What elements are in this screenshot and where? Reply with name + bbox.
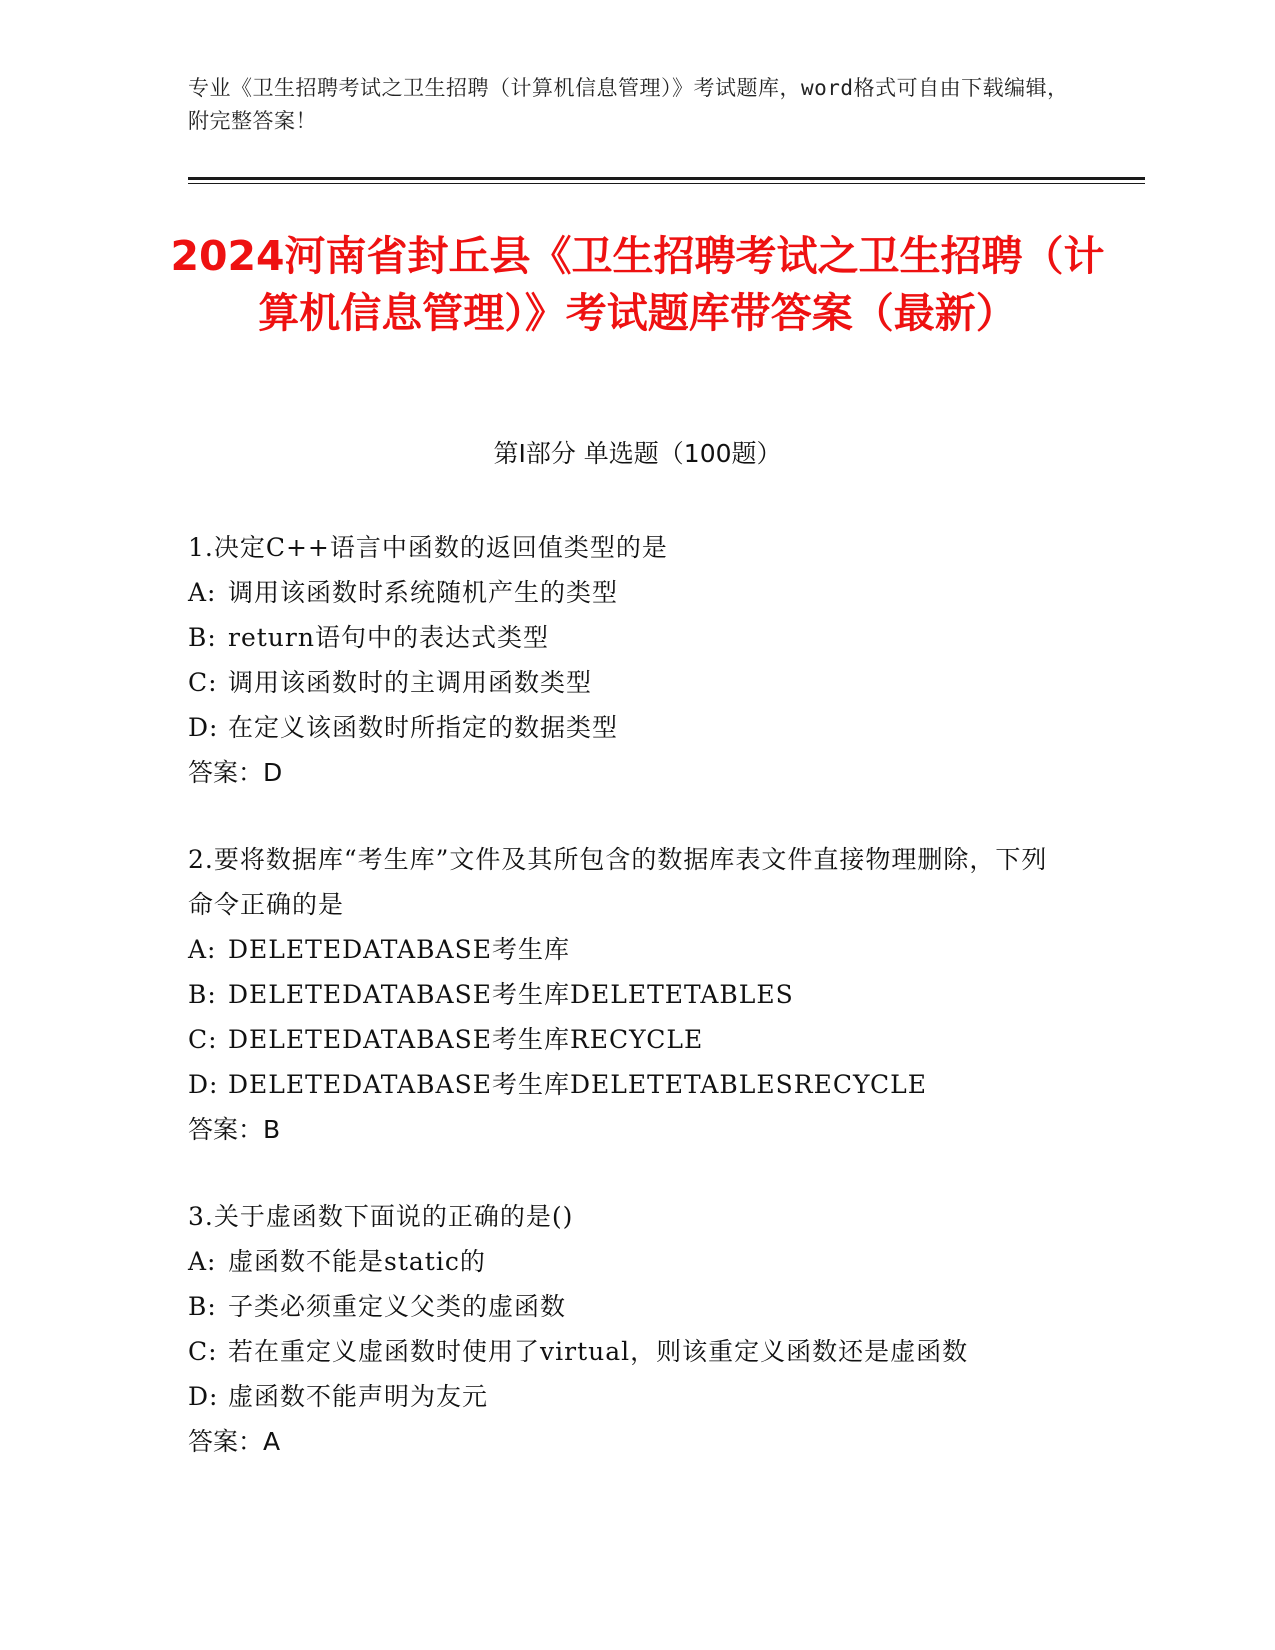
option-label: B: bbox=[188, 623, 217, 652]
option-text: 调用该函数时的主调用函数类型 bbox=[228, 668, 593, 697]
option-b bbox=[188, 615, 1088, 660]
section-heading: 第I部分 单选题（100题） bbox=[493, 439, 782, 468]
option-text: 虚函数不能是static的 bbox=[228, 1247, 486, 1276]
option-c bbox=[188, 660, 1088, 705]
option-b bbox=[188, 972, 1088, 1017]
header-rule-thin bbox=[188, 183, 1145, 184]
option-label: D: bbox=[188, 1382, 219, 1411]
option-text: 虚函数不能声明为友元 bbox=[228, 1382, 489, 1411]
option-label: C: bbox=[188, 1337, 218, 1366]
header-rule-thick bbox=[188, 177, 1145, 180]
option-d bbox=[188, 705, 1088, 750]
option-text: DELETEDATABASE考生库RECYCLE bbox=[228, 1025, 704, 1054]
option-label: A: bbox=[188, 935, 217, 964]
option-text: 子类必须重定义父类的虚函数 bbox=[228, 1292, 567, 1321]
option-a bbox=[188, 927, 1088, 972]
option-text: return语句中的表达式类型 bbox=[228, 623, 549, 652]
option-label: D: bbox=[188, 1070, 219, 1099]
question-3 bbox=[188, 1194, 1088, 1464]
option-label: D: bbox=[188, 713, 219, 742]
question-stem: 3.关于虚函数下面说的正确的是() bbox=[188, 1202, 574, 1231]
option-a bbox=[188, 570, 1088, 615]
option-d bbox=[188, 1062, 1088, 1107]
option-a bbox=[188, 1239, 1088, 1284]
option-label: C: bbox=[188, 668, 218, 697]
option-text: DELETEDATABASE考生库DELETETABLESRECYCLE bbox=[228, 1070, 927, 1099]
answer-line: 答案：B bbox=[188, 1115, 281, 1144]
option-c bbox=[188, 1017, 1088, 1062]
document-title: 2024河南省封丘县《卫生招聘考试之卫生招聘（计算机信息管理）》考试题库带答案（最新） bbox=[170, 232, 1105, 337]
option-c bbox=[188, 1329, 1088, 1374]
option-d bbox=[188, 1374, 1088, 1419]
question-list bbox=[188, 525, 1088, 1506]
option-text: 若在重定义虚函数时使用了virtual，则该重定义函数还是虚函数 bbox=[228, 1337, 969, 1366]
option-label: B: bbox=[188, 1292, 217, 1321]
question-stem: 1.决定C++语言中函数的返回值类型的是 bbox=[188, 533, 668, 562]
question-stem: 2.要将数据库“考生库”文件及其所包含的数据库表文件直接物理删除，下列命令正确的是 bbox=[188, 845, 1048, 919]
option-label: B: bbox=[188, 980, 217, 1009]
option-b bbox=[188, 1284, 1088, 1329]
header-note: 专业《卫生招聘考试之卫生招聘（计算机信息管理）》考试题库，word格式可自由下载编辑，附完整答案！ bbox=[188, 76, 1069, 133]
answer-line: 答案：D bbox=[188, 758, 283, 787]
option-label: C: bbox=[188, 1025, 218, 1054]
answer-line: 答案：A bbox=[188, 1427, 281, 1456]
option-text: 在定义该函数时所指定的数据类型 bbox=[228, 713, 619, 742]
option-label: A: bbox=[188, 578, 217, 607]
option-text: DELETEDATABASE考生库DELETETABLES bbox=[228, 980, 794, 1009]
question-2 bbox=[188, 837, 1088, 1152]
option-text: DELETEDATABASE考生库 bbox=[228, 935, 570, 964]
option-label: A: bbox=[188, 1247, 217, 1276]
question-1 bbox=[188, 525, 1088, 795]
option-text: 调用该函数时系统随机产生的类型 bbox=[228, 578, 619, 607]
